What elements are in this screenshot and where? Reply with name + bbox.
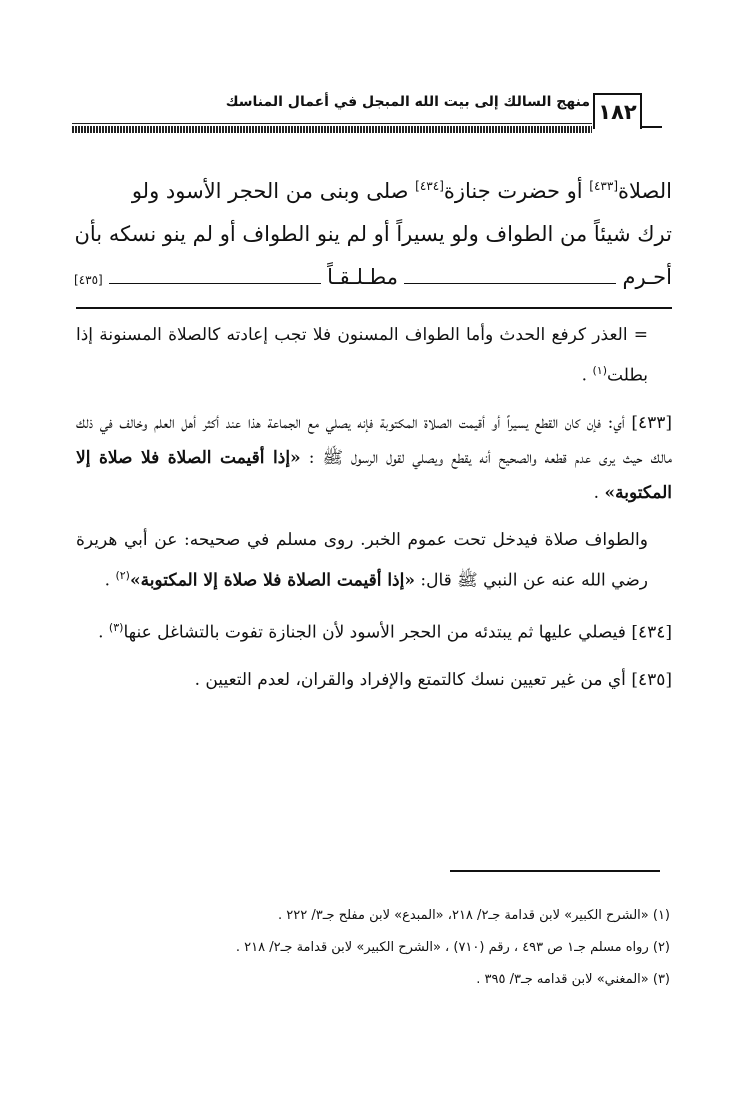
footnote-divider: [450, 870, 660, 872]
note-text: والطواف صلاة فيدخل تحت عموم الخبر. روى مسلم في صحيحه: عن أبي هريرة رضي الله عنه عن النبي ﷺ قال:: [76, 529, 648, 591]
footnote-1: (١) «الشرح الكبير» لابن قدامة جـ٢/ ٢١٨، «المبدع» لابن مفلح جـ٣/ ٢٢٢ .: [278, 908, 670, 923]
commentary: [76, 318, 672, 698]
note-label-435: [٤٣٥]: [631, 669, 672, 690]
reference-435: [٤٣٥]: [74, 273, 103, 287]
page-number-rule: [642, 126, 662, 128]
note-text: .: [593, 482, 605, 503]
main-word-ahrama: أحـرم: [622, 265, 672, 289]
main-line-2: ترك شيئاً من الطواف ولو يسيراً أو لم ينو الطواف أو لم ينو نسكه بأن: [74, 222, 672, 246]
main-text-segment: الصلاة: [618, 179, 672, 203]
footnote-ref-3: (٣): [108, 621, 124, 635]
note-tawaf: والطواف صلاة فيدخل تحت عموم الخبر. روى مسلم في صحيحه: عن أبي هريرة رضي الله عنه عن النبي ﷺ قال: «إذا أقيمت الصلاة فلا صلاة إلا المكتوبة»$^{(٢)}$ .: [76, 529, 648, 591]
main-line-1: [74, 165, 672, 213]
note-text: فيصلي عليها ثم يبتدئه من الحجر الأسود لأن الجنازة تفوت بالتشاغل عنها: [123, 622, 632, 643]
footnote-ref-1: (١): [592, 364, 607, 377]
main-word-mutlaqan: مطـلـقـاً: [327, 265, 399, 289]
note-435: [76, 663, 672, 698]
note-433: [76, 406, 672, 511]
main-text-segment: صلى وبنى من الحجر الأسود ولو: [131, 179, 416, 203]
hadith-quote: «إذا أقيمت الصلاة فلا صلاة إلا المكتوبة»: [129, 570, 415, 591]
kashida-stretch: [404, 283, 616, 284]
header-rule-hatched: [72, 126, 592, 133]
main-text-segment: أو حضرت جنازة: [443, 179, 590, 203]
main-text: [74, 165, 672, 302]
note-label-433: [٤٣٣]: [631, 412, 672, 433]
commentary-continuation: = العذر كرفع الحدث وأما الطواف المسنون فلا تجب إعادته كالصلاة المسنونة إذا بطلت$^{(١)}$ .: [76, 325, 648, 386]
footnotes: [200, 900, 670, 996]
header-rule-line: [72, 123, 592, 124]
note-434: [٤٣٤] فيصلي عليها ثم يبتدئه من الحجر الأسود لأن الجنازة تفوت بالتشاغل عنها$^{(٣)}$ .: [98, 621, 672, 643]
footnote-3: (٣) «المغني» لابن قدامه جـ٣/ ٣٩٥ .: [476, 972, 670, 987]
footnote-ref-2: (٢): [115, 568, 130, 582]
page-number: ١٨٢: [593, 93, 642, 129]
footnote-2: (٢) رواه مسلم جـ١ ص ٤٩٣ ، رقم (٧١٠) ، «الشرح الكبير» لابن قدامة جـ٢/ ٢١٨ .: [235, 940, 670, 955]
reference-433: [٤٣٣]: [589, 179, 619, 193]
main-line-3: [74, 256, 672, 302]
note-text: أي: فإن كان القطع يسيراً أو أقيمت الصلاة المكتوبة فإنه يصلي مع الجماعة هذا عند أكثر أهل العلم وخالف في ذلك مالك حيث يرى عدم قطعه والصحيح أنه يقطع ويصلي لقول الرسول ﷺ :: [76, 412, 673, 468]
commentary-text: = العذر كرفع الحدث وأما الطواف المسنون فلا تجب إعادته كالصلاة المسنونة إذا بطلت: [76, 325, 648, 386]
kashida-stretch: [109, 283, 321, 284]
note-text: أي من غير تعيين نسك كالتمتع والإفراد والقران، لعدم التعيين .: [194, 669, 632, 690]
main-text-divider: [76, 307, 672, 309]
note-label-434: [٤٣٤]: [631, 622, 672, 643]
running-header-title: منهج السالك إلى بيت الله المبجل في أعمال المناسك: [225, 94, 590, 110]
reference-434: [٤٣٤]: [415, 179, 444, 193]
hadith-quote: «إذا أقيمت الصلاة فلا صلاة إلا المكتوبة»: [76, 447, 672, 503]
